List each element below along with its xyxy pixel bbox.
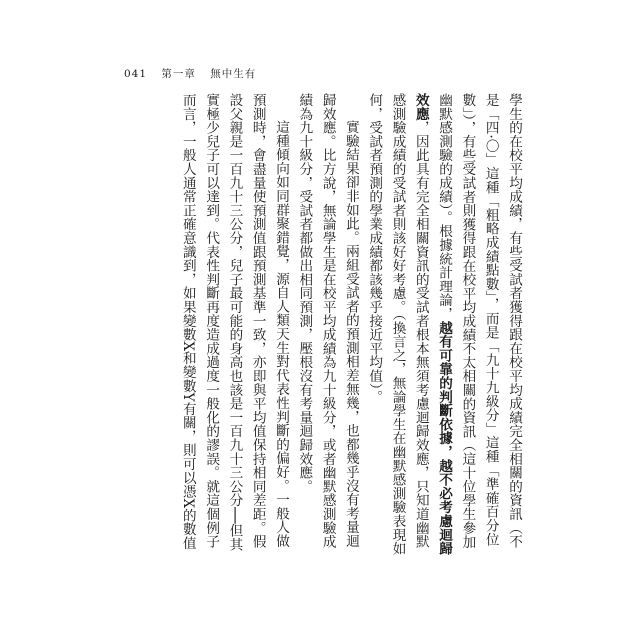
chapter-label: 第一章 bbox=[161, 68, 196, 80]
paragraph-2: 實驗結果卻非如此。兩組受試者的預測相差無幾，也都幾乎沒有考量迴歸效應。比方說，無論學生是在校平均成績為九十級分，或者幽默感測驗成績為九十級分，受試者都做出相同預測，壓根沒有考量迴歸效應。 bbox=[296, 93, 359, 549]
page-number: 041 bbox=[124, 68, 148, 80]
paragraph-1 bbox=[362, 93, 525, 558]
paragraph-1-part-c: ，因此具有完全相關資訊的受試者根本無須考慮迴歸效應，只知道幽默感測驗成績的受試者則該好好考慮。（換言之，無論學生在幽默感測驗表現如何，受試者預測的學業成績都該幾乎接近平均值）。 bbox=[366, 93, 429, 556]
chapter-title: 無中生有 bbox=[210, 68, 257, 80]
page-header bbox=[124, 66, 266, 81]
body-text bbox=[147, 93, 525, 558]
paragraph-3: 這種傾向如同群聚錯覺，源自人類天生對代表性判斷的偏好。一般人做預測時，會盡量使預測值跟預測基準一致，亦即與平均值保持相同差距。假設父親是一百九十三公分，兒子最可能的身高也該是一百九十三公分──但其實極少兒子可以達到。代表性判斷再度造成過度一般化的謬誤。就這個例子而言，一般人通常正確意識到，如果變數X和變數Y有關，則可以憑X的數值 bbox=[179, 93, 290, 552]
paragraph-1-emphasis: 越有可靠的判斷依據，越不必考慮迴歸效應 bbox=[412, 93, 453, 556]
paragraph-1-part-a: 學生的在校平均成績，有些受試者獲得跟在校平均成績完全相關的資訊（不是「四·〇」這種「粗略成績點數」，而是「九十九級分」這種「準確百分位數」），有些受試者則獲得跟在校平均成績不太相關的資訊（這十位學生參加幽默感測驗的成績）。根據統計理論， bbox=[436, 93, 522, 549]
